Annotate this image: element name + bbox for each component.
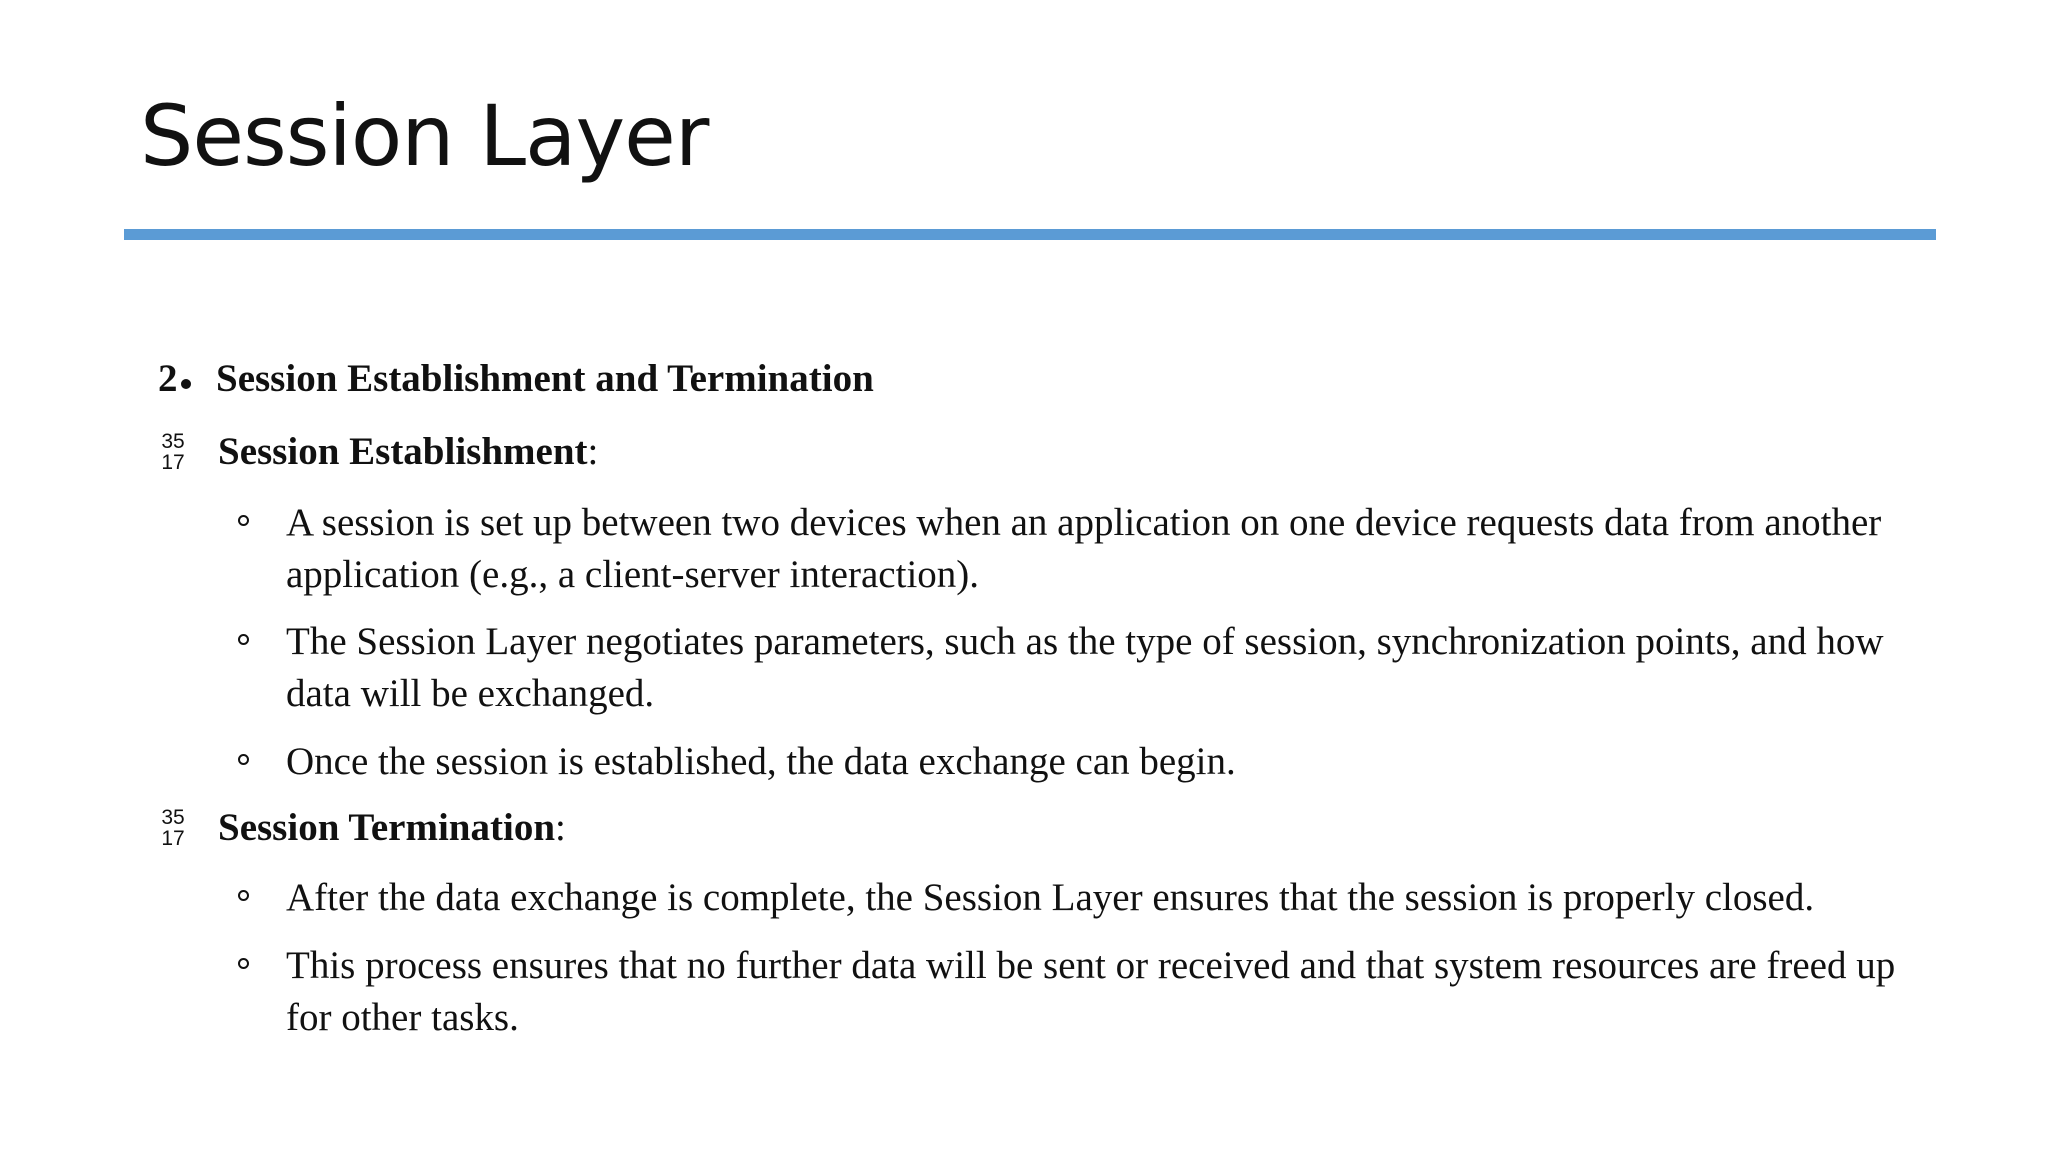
hollow-circle-bullet-icon [238,515,249,526]
list-item-text: A session is set up between two devices when an application on one device requests data from another application (e.g., a client-server interaction). [286,501,1882,596]
subsection-session-termination [158,805,566,852]
list-item [238,497,1938,601]
list-item [238,736,1938,788]
list-item-text: After the data exchange is complete, the Session Layer ensures that the session is properly closed. [286,876,1815,919]
list-item-text: Once the session is established, the data exchange can begin. [286,740,1236,783]
subsection-colon: : [555,806,566,849]
section-number-dot [181,379,191,389]
section-number: 2 [158,356,216,403]
hollow-circle-bullet-icon [238,634,249,645]
hollow-circle-bullet-icon [238,890,249,901]
list-item-text: This process ensures that no further data will be sent or received and that system resources are freed up for other tasks. [286,944,1896,1039]
subsection-session-establishment [158,429,598,476]
subsection-label: Session Establishment [218,430,588,473]
list-item-text: The Session Layer negotiates parameters, such as the type of session, synchronization points, and how data will be exchanged. [286,620,1884,715]
hollow-circle-bullet-icon [238,754,249,765]
section-heading [158,356,874,403]
subsection-colon: : [587,430,599,473]
list-item [238,616,1938,720]
bullet-glyph-icon: 35 17 [161,430,185,474]
subsection-label: Session Termination [218,806,556,849]
hollow-circle-bullet-icon [238,958,249,969]
section-heading-text: Session Establishment and Termination [216,357,874,400]
list-item [238,940,1938,1044]
bullet-glyph-icon: 35 17 [161,806,185,850]
title-underline [124,229,1936,240]
slide-title: Session Layer [140,87,709,185]
list-item [238,872,1938,924]
